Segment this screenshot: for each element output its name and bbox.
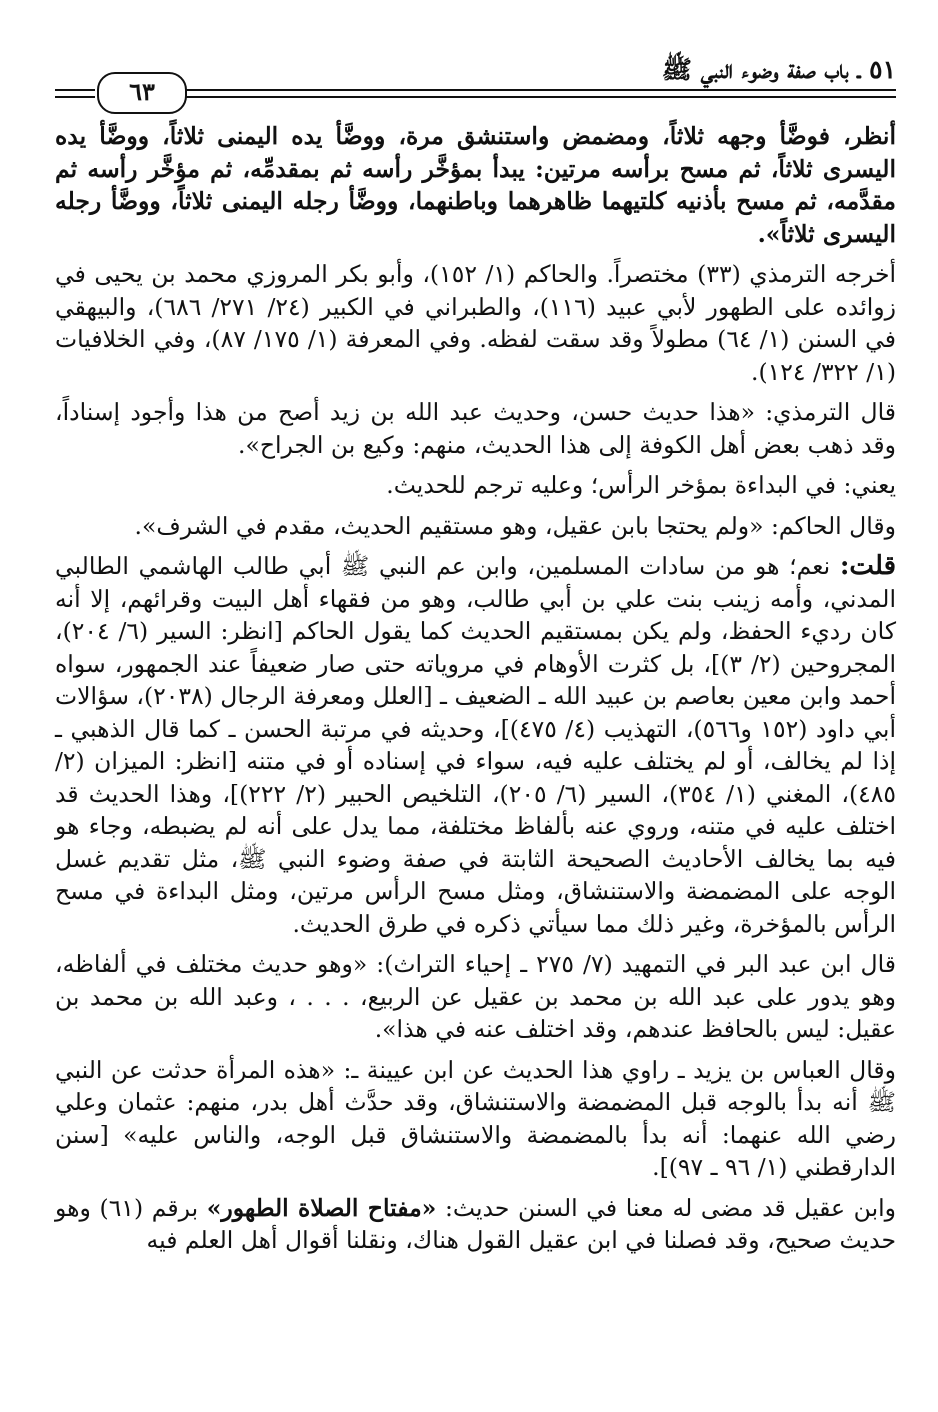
closing-text-a: وابن عقيل قد مضى له معنا في السنن حديث: (436, 1193, 896, 1222)
closing-paragraph (55, 1192, 896, 1257)
commentary-line: يعني: في البداءة بمؤخر الرأس؛ وعليه ترجم للحديث. (386, 471, 896, 499)
author-comment (55, 550, 896, 940)
ibn-abd-al-barr-quote: قال ابن عبد البر في التمهيد (٧/ ٢٧٥ ـ إحياء التراث): «وهو حديث مختلف في ألفاظه، وهو يدور على عبد الله بن محمد بن عقيل عن الربيع، . . . ، وعبد الله بن محمد بن عقيل: ليس بالحافظ عندهم، وقد اختلف عنه في هذا». (55, 950, 897, 1043)
hadith-title: «مفتاح الصلاة الطهور» (206, 1193, 437, 1222)
author-comment-text: نعم؛ هو من سادات المسلمين، وابن عم النبي ﷺ أبي طالب الهاشمي الطالبي المدني، وأمه زينب بنت علي بن أبي طالب، وهو من فقهاء أهل البيت وقرائهم، إلا أنه كان رديء الحفظ، ولم يكن بمستقيم الحديث كما يقول الحاكم [انظر: السير (٦/ ٢٠٤)، المجروحين (٢/ ٣)]، بل كثرت الأوهام في مروياته حتى صار ضعيفاً عند الجمهور، سواه أحمد وابن معين بعاصم بن عبيد الله ـ الضعيف ـ [العلل ومعرفة الرجال (٢٠٣٨)، سؤالات أبي داود (١٥٢ و٥٦٦)، التهذيب (٤/ ٤٧٥)]، وحديثه في مرتبة الحسن ـ كما قال الذهبي ـ إذا لم يخالف، أو لم يختلف عليه فيه، سواء في إسناده أو في متنه [انظر: الميزان (٢/ ٤٨٥)، المغني (١/ ٣٥٤)، السير (٦/ ٢٠٥)، التلخيص الحبير (٢/ ٢٢٢)]، وهذا الحديث قد اختلف عليه في متنه، وروي عنه بألفاظ مختلفة، مما يدل على أنه لم يضبطه، وجاء هو فيه بما يخالف الأحاديث الصحيحة الثابتة في صفة وضوء النبي ﷺ، مثل تقديم غسل الوجه على المضمضة والاستنشاق، ومثل مسح الرأس مرتين، ومثل البداءة في مسح الرأس بالمؤخرة، وغير ذلك مما سيأتي ذكره في طرق الحديث. (55, 552, 897, 938)
page-body (55, 120, 896, 1265)
tirmidhi-quote: قال الترمذي: «هذا حديث حسن، وحديث عبد الله بن زيد أصح من هذا وأجود إسناداً، وقد ذهب بعض أهل الكوفة إلى هذا الحديث، منهم: وكيع بن الجراح». (55, 398, 896, 459)
page-header (55, 40, 896, 115)
running-title: ٥١ ـ باب صفة وضوء النبي ﷺ (661, 55, 896, 84)
hadith-text: أنظر، فوضَّأ وجهه ثلاثاً، ومضمض واستنشق مرة، ووضَّأ يده اليمنى ثلاثاً، ووضَّأ يده اليسرى ثلاثاً، ثم مسح برأسه مرتين: يبدأ بمؤخَّر رأسه ثم بمقدمِّه، ثم مؤخَّر رأسه ثم مقدَّمه، ثم مسح بأذنيه كلتيهما ظاهرهما وباطنهما، ووضَّأ رجله اليمنى ثلاثاً، ووضَّأ رجله اليسرى ثلاثاً». (55, 122, 896, 248)
closing-text-b: برقم (٦١) وهو حديث صحيح، وقد فصلنا في ابن عقيل القول هناك، ونقلنا أقوال أهل العلم فيه (55, 1193, 896, 1254)
qultu-label: قلت: (839, 551, 896, 581)
header-rule-left (55, 89, 95, 98)
book-page (55, 40, 897, 1254)
hakim-quote: وقال الحاكم: «ولم يحتجا بابن عقيل، وهو مستقيم الحديث، مقدم في الشرف». (134, 511, 896, 540)
header-rule (185, 89, 896, 98)
takhrij-paragraph: أخرجه الترمذي (٣٣) مختصراً. والحاكم (١/ ١٥٢)، وأبو بكر المروزي محمد بن يحيى في زوائده على الطهور لأبي عبيد (١١٦)، والطبراني في الكبير (٢٤/ ٢٧١/ ٦٨٦)، والبيهقي في السنن (١/ ٦٤) مطولاً وقد سقت لفظه. وفي المعرفة (١/ ١٧٥/ ٨٧)، وفي الخلافيات (١/ ٣٢٢/ ١٢٤). (55, 260, 897, 386)
page-number: ٦٣ (97, 72, 187, 114)
abbas-quote: وقال العباس بن يزيد ـ راوي هذا الحديث عن ابن عيينة ـ: «هذه المرأة حدثت عن النبي ﷺ أنه بدأ بالوجه قبل المضمضة والاستنشاق، وقد حدَّث أهل بدر، منهم: عثمان وعلي رضي الله عنهما: أنه بدأ بالمضمضة والاستنشاق قبل الوجه، والناس عليه» [سنن الدارقطني (١/ ٩٦ ـ ٩٧)]. (55, 1055, 896, 1181)
